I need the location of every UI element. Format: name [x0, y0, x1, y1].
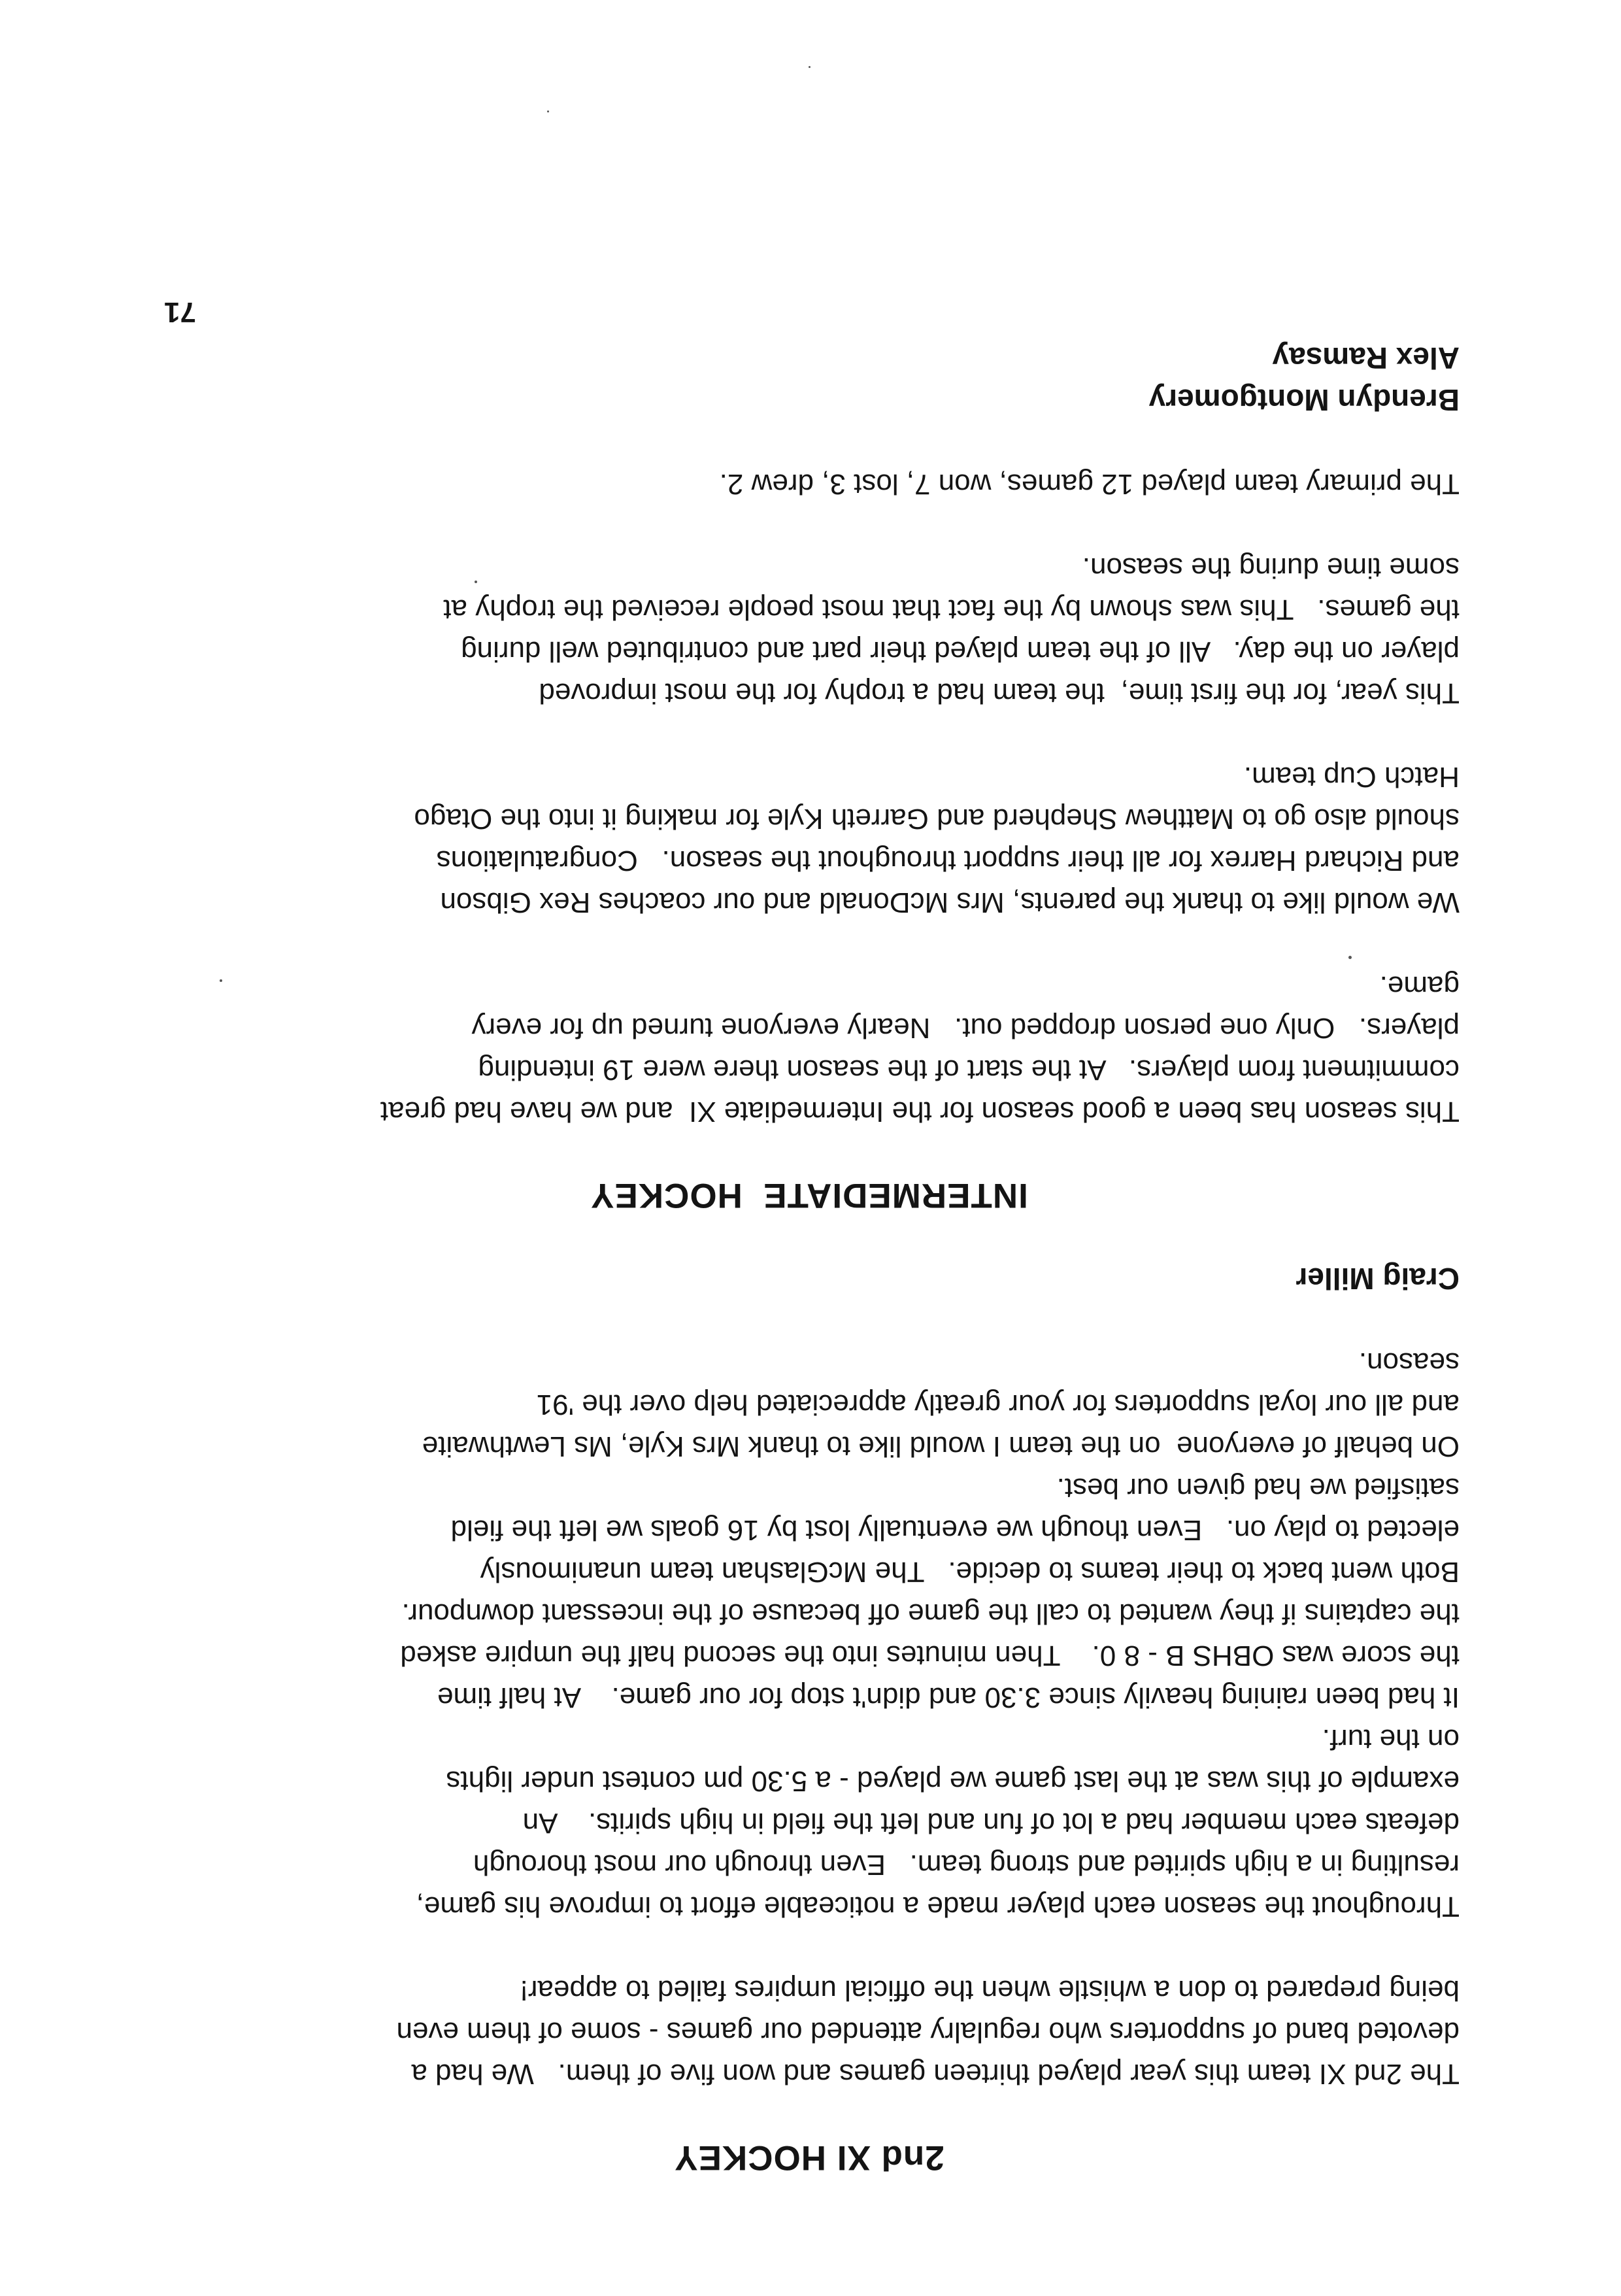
paragraph — [159, 756, 1460, 923]
paragraph — [159, 1467, 1460, 1718]
text-line: The 2nd XI team this year played thirteen games and won five of them. We had a — [411, 2058, 1460, 2090]
scan-speck — [475, 581, 477, 583]
signature-name: Brendyn Montgomery — [1148, 383, 1460, 417]
text-line: commitment from players. At the start of the season there were 19 intending — [478, 1054, 1460, 1086]
text-line: Both went back to their teams to decide. The McGlashan team unanimously — [480, 1556, 1460, 1588]
text-line: and all our loyal supporters for your greatly appreciated help over the '91 — [536, 1389, 1460, 1421]
text-line: game. — [1379, 970, 1460, 1002]
scan-speck — [809, 66, 811, 68]
paragraph — [159, 463, 1460, 505]
text-line: some time during the season. — [1082, 552, 1460, 584]
text-line: This year, for the first time, the team had a trophy for the most improved — [539, 677, 1460, 709]
scan-speck — [220, 979, 222, 982]
section-title-intermediate-hockey: INTERMEDIATE HOCKEY — [590, 1176, 1028, 1215]
text-line: elected to play on. Even though we eventually lost by 16 goals we left the field — [450, 1514, 1460, 1546]
paragraph — [159, 965, 1460, 1132]
text-line: We would like to thank the parents, Mrs McDonald and our coaches Rex Gibson — [440, 886, 1460, 919]
signature-name: Alex Ramsay — [1272, 341, 1460, 375]
text-line: player on the day. All of the team played their part and contributed well during — [461, 635, 1460, 667]
text-line: the games. This was shown by the fact that most people received the trophy at — [443, 594, 1460, 626]
text-line: on the turf. — [1322, 1723, 1460, 1755]
paragraph — [159, 547, 1460, 714]
section-title-2nd-xi-hockey: 2nd XI HOCKEY — [674, 2138, 944, 2177]
text-line: season. — [1358, 1347, 1460, 1379]
text-line: Throughout the season each player made a noticeable effort to improve his game, — [416, 1891, 1460, 1923]
paragraph — [159, 1969, 1460, 2095]
text-line: players. Only one person dropped out. Nearly everyone turned up for every — [471, 1012, 1460, 1044]
signature-name: Craig Miller — [1295, 1262, 1460, 1296]
page-content — [159, 337, 1460, 2178]
text-line: the score was OBHS B - 8 0. Then minutes into the second half the umpire asked — [400, 1640, 1460, 1672]
text-line: example of this was at the last game we played - a 5.30 pm contest under lights — [446, 1765, 1460, 1797]
page-number: 71 — [164, 296, 196, 328]
text-line: defeats each member had a lot of fun and left the field in high spirits. An — [522, 1807, 1460, 1839]
text-line: the captains if they wanted to call the game off because of the incessant downpour. — [401, 1598, 1460, 1630]
text-line: being prepared to don a whistle when the official umpires failed to appear! — [520, 1974, 1460, 2006]
text-line: This season has been a good season for the Intermediate XI and we have had great — [380, 1096, 1460, 1128]
text-line: It had been raining heavily since 3.30 and didn't stop for our game. At half time — [437, 1681, 1460, 1714]
text-line: satisfied we had given our best. — [1056, 1472, 1460, 1504]
paragraph — [159, 1718, 1460, 1927]
text-line: On behalf of everyone on the team I would like to thank Mrs Kyle, Ms Lewthwaite — [422, 1430, 1460, 1462]
scan-speck — [547, 110, 549, 112]
text-line: should also go to Matthew Shepherd and Garreth Kyle for making it into the Otago — [414, 803, 1460, 835]
paragraph — [159, 1342, 1460, 1467]
text-line: Hatch Cup team. — [1243, 761, 1460, 793]
text-line: resulting in a high spirited and strong team. Even through our most thorough — [473, 1849, 1460, 1881]
text-line: devoted band of supporters who regulalry attended our games - some of them even — [396, 2016, 1460, 2048]
text-line: and Richard Harrex for all their support throughout the season. Congratulations — [436, 845, 1460, 877]
text-line: The primary team played 12 games, won 7, lost 3, drew 2. — [719, 468, 1460, 500]
scan-speck — [1348, 956, 1352, 959]
